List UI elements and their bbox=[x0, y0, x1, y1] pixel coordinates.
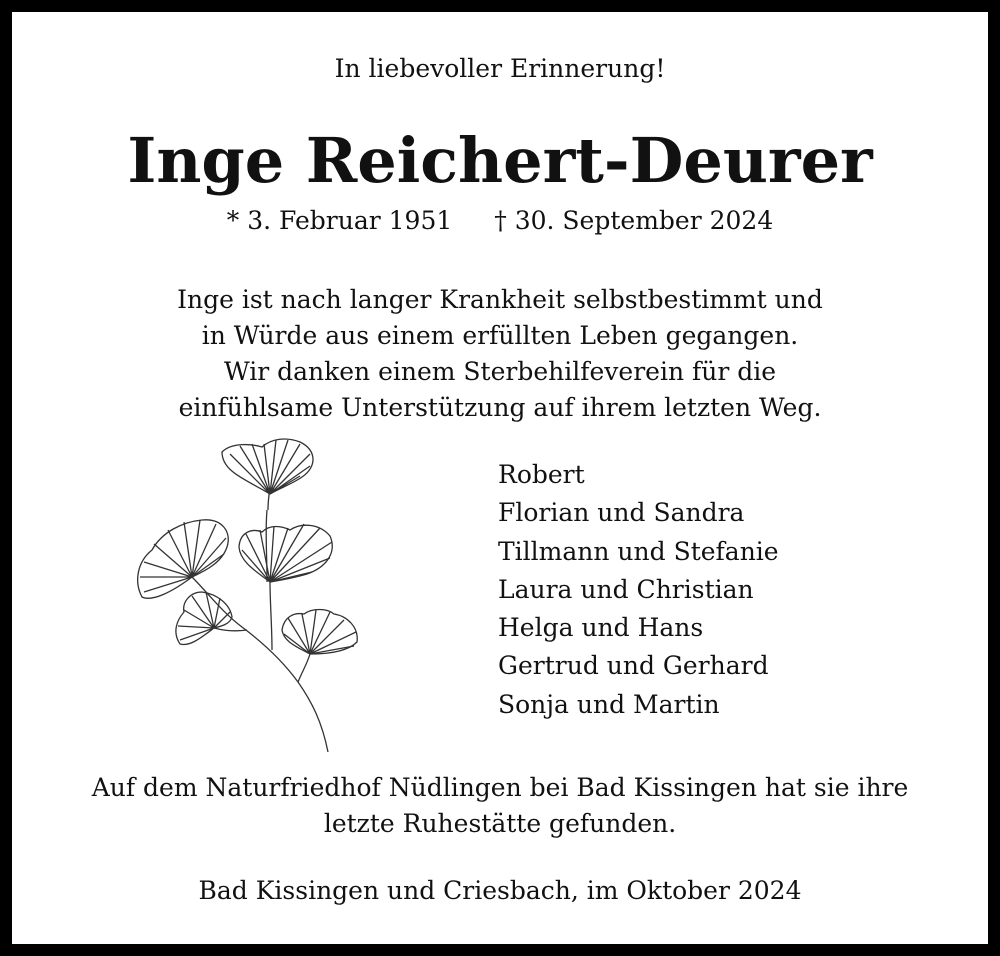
mourner: Sonja und Martin bbox=[498, 689, 720, 719]
mourners-list bbox=[498, 456, 779, 724]
death-date: † 30. September 2024 bbox=[494, 206, 774, 235]
mourner: Gertrud und Gerhard bbox=[498, 651, 769, 681]
mourner: Robert bbox=[498, 460, 585, 489]
text-line: Inge ist nach langer Krankheit selbstbestimmt und bbox=[177, 285, 823, 314]
obituary-notice bbox=[12, 12, 988, 944]
intro-line: In liebevoller Erinnerung! bbox=[334, 54, 666, 83]
text-line: einfühlsame Unterstützung auf ihrem letzten Weg. bbox=[178, 393, 822, 422]
obituary-text bbox=[12, 282, 988, 426]
place-date: Bad Kissingen und Criesbach, im Oktober 2024 bbox=[198, 876, 802, 905]
life-dates bbox=[12, 206, 988, 235]
birth-date: * 3. Februar 1951 bbox=[226, 206, 453, 235]
text-line: Wir danken einem Sterbehilfeverein für die bbox=[223, 357, 777, 386]
text-line: in Würde aus einem erfüllten Leben gegangen. bbox=[201, 321, 799, 350]
ginkgo-leaf bbox=[222, 439, 313, 494]
deceased-name: Inge Reichert-Deurer bbox=[127, 124, 873, 197]
burial-line: letzte Ruhestätte gefunden. bbox=[323, 809, 677, 838]
mourner: Tillmann und Stefanie bbox=[498, 536, 779, 566]
burial-text bbox=[12, 770, 988, 842]
burial-line: Auf dem Naturfriedhof Nüdlingen bei Bad Kissingen hat sie ihre bbox=[91, 773, 909, 802]
mourner: Florian und Sandra bbox=[498, 498, 745, 528]
mourner: Laura und Christian bbox=[498, 574, 754, 604]
ginkgo-branch-icon bbox=[122, 432, 362, 752]
mourner: Helga und Hans bbox=[498, 613, 704, 643]
